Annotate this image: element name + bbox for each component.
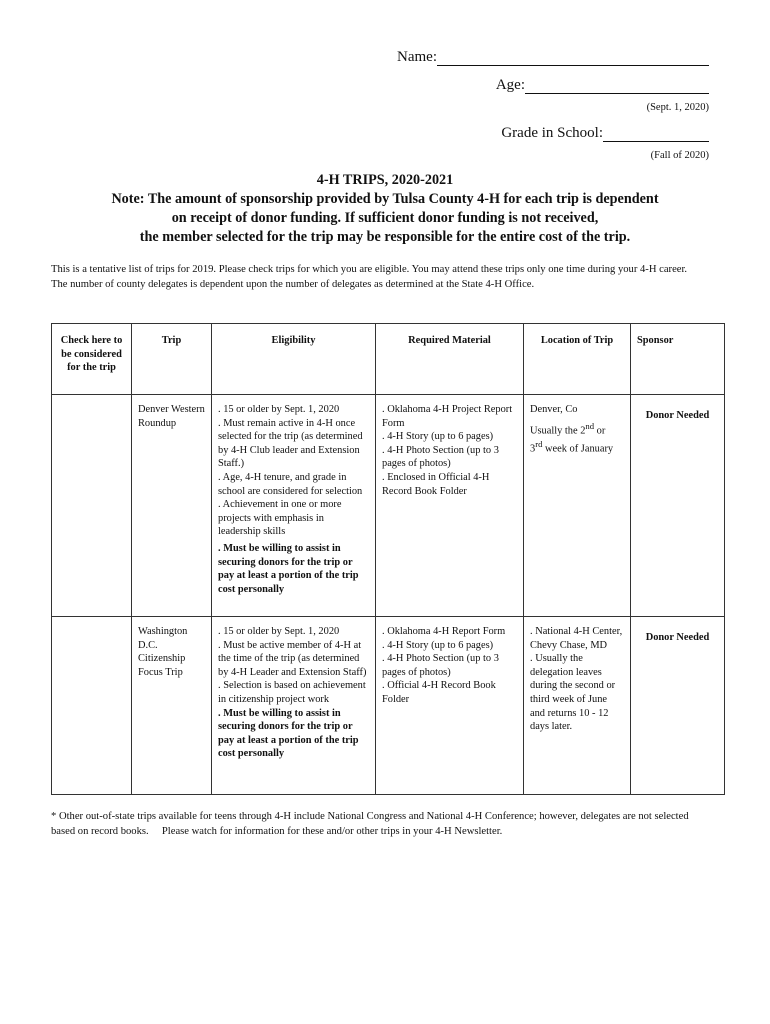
- table-row: [52, 395, 725, 617]
- list-item: . 4-H Photo Section (up to 3 pages of photos): [382, 653, 499, 678]
- trips-table: [51, 323, 725, 795]
- page-title: 4-H TRIPS, 2020-2021: [316, 172, 454, 188]
- age-label: Age:: [495, 77, 525, 93]
- footnote: * Other out-of-state trips available for teens through 4-H include National Congress and National 4-H Conference; however, delegates are not selected based on record books. Please watch for information for these and/or other trips in your 4-H Newsletter.: [51, 811, 692, 837]
- list-item: . 4-H Photo Section (up to 3 pages of photos): [382, 444, 499, 470]
- list-item: . Usually the delegation leaves during the second or third week of June and returns 10 - 12 days later.: [530, 653, 616, 733]
- list-item: . Official 4-H Record Book Folder: [382, 680, 496, 705]
- list-item-bold: . Must be willing to assist in securing donors for the trip or pay at least a portion of the trip cost personally: [218, 707, 359, 760]
- list-item-bold: . Must be willing to assist in securing donors for the trip or pay at least a portion of the trip cost personally: [218, 542, 359, 595]
- location-text: [524, 617, 630, 738]
- list-item: . Must remain active in 4-H once selected for the trip (as determined by 4-H Club leader and Extension Staff.): [218, 417, 363, 470]
- header-location: Location of Trip: [524, 324, 631, 395]
- table-header-row: [52, 324, 725, 395]
- title-block: [0, 171, 770, 247]
- trip-name: Washington D.C. Citizenship Focus Trip: [138, 626, 188, 678]
- header-eligibility: Eligibility: [212, 324, 376, 395]
- list-item: . 4-H Story (up to 6 pages): [382, 431, 494, 443]
- header-material: Required Material: [376, 324, 524, 395]
- grade-label: Grade in School:: [501, 125, 603, 141]
- trip-name: Denver Western Roundup: [138, 404, 205, 429]
- list-item: . 15 or older by Sept. 1, 2020: [218, 626, 340, 637]
- material-list: [376, 395, 523, 502]
- list-item: . 15 or older by Sept. 1, 2020: [218, 404, 340, 415]
- grade-field[interactable]: [501, 124, 709, 142]
- eligibility-list: [212, 617, 375, 765]
- location-timing: Usually the 2nd or 3rd week of January: [530, 420, 614, 455]
- check-cell-denver[interactable]: [52, 395, 132, 617]
- grade-line[interactable]: [603, 141, 709, 142]
- header-sponsor: Sponsor: [631, 324, 725, 395]
- list-item: . Must be active member of 4-H at the time of the trip (as determined by 4-H Leader and Extension Staff): [218, 639, 367, 678]
- age-field[interactable]: [496, 76, 709, 94]
- list-item: . 4-H Story (up to 6 pages): [382, 639, 494, 651]
- age-line[interactable]: [525, 93, 709, 94]
- grade-note: (Fall of 2020): [650, 150, 709, 161]
- sponsorship-note-line2: on receipt of donor funding. If sufficient donor funding is not received,: [171, 210, 599, 226]
- age-note: (Sept. 1, 2020): [646, 102, 709, 113]
- list-item: . Enclosed in Official 4-H Record Book Folder: [382, 471, 490, 497]
- location-text: [524, 395, 630, 460]
- check-cell-washington[interactable]: [52, 617, 132, 795]
- header-check: Check here to be considered for the trip: [52, 324, 132, 395]
- location-city: Denver, Co: [530, 404, 578, 415]
- list-item: . Achievement in one or more projects with emphasis in leadership skills: [218, 499, 342, 538]
- list-item: . Selection is based on achievement in citizenship project work: [218, 680, 366, 705]
- intro-paragraph: This is a tentative list of trips for 2019. Please check trips for which you are eligible. You may attend these trips only one time during your 4-H career. The number of county delegates is dependent upon the number of delegates as determined at the State 4-H Office.: [51, 264, 688, 290]
- header-trip: Trip: [132, 324, 212, 395]
- sponsor-value: Donor Needed: [645, 632, 710, 643]
- list-item: . National 4-H Center, Chevy Chase, MD: [530, 626, 623, 651]
- eligibility-list: [212, 395, 375, 600]
- name-field[interactable]: [397, 48, 709, 66]
- sponsor-value: Donor Needed: [645, 410, 710, 421]
- sponsorship-note-line3: the member selected for the trip may be responsible for the entire cost of the trip.: [139, 229, 631, 245]
- list-item: . Oklahoma 4-H Project Report Form: [382, 404, 513, 429]
- sponsorship-note-line1: Note: The amount of sponsorship provided by Tulsa County 4-H for each trip is dependent: [111, 191, 659, 207]
- name-line[interactable]: [437, 65, 709, 66]
- material-list: [376, 617, 523, 711]
- table-row: [52, 617, 725, 795]
- name-label: Name:: [397, 49, 437, 65]
- list-item: . Age, 4-H tenure, and grade in school are considered for selection: [218, 471, 363, 497]
- list-item: . Oklahoma 4-H Report Form: [382, 626, 506, 637]
